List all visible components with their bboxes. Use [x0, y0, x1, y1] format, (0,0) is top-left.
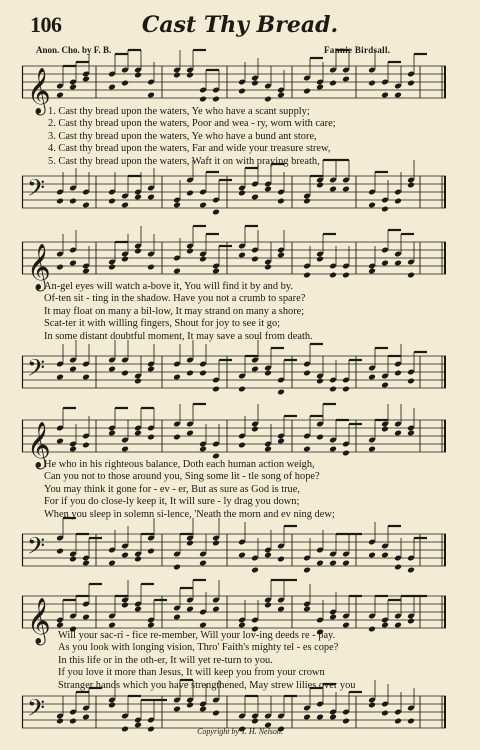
page-number: 106: [30, 12, 62, 37]
lyric-line: If you love it more than Jesus, It will keep you from your crown: [58, 667, 325, 679]
bass-clef-icon: 𝄢: [27, 532, 46, 565]
copyright-notice: Copyright by T. H. Nelson.: [197, 727, 283, 736]
author-credit: Fannie Birdsall.: [324, 45, 391, 55]
lyric-line: 3. Cast thy bread upon the waters, Ye who have a bund ant store,: [48, 130, 317, 142]
lyric-line: Stranger hands which you have strengthened, May strew lilies over you: [58, 679, 356, 691]
lyric-line: 4. Cast thy bread upon the waters, Far and wide your treasure strew,: [48, 143, 331, 155]
lyrics-block-3: [44, 459, 468, 521]
lyric-line: It may float on many a bil-low, It may strand on many a shore;: [44, 305, 305, 317]
lyric-line: You may think it gone for - ev - er, But as sure as God is true,: [44, 483, 300, 495]
lyric-line: As you look with longing vision, Thro' Faith's mighty tel - es cope?: [58, 642, 339, 654]
bass-clef-icon: 𝄢: [27, 174, 46, 207]
lyric-line: An-gel eyes will watch a-bove it, You will find it by and by.: [44, 281, 293, 292]
treble-clef-icon: 𝄞: [27, 422, 51, 468]
treble-clef-icon: 𝄞: [27, 598, 51, 644]
lyrics-block-2: [44, 281, 468, 343]
lyric-line: 1. Cast thy bread upon the waters, Ye who have a scant supply;: [48, 106, 310, 117]
lyric-line: 5. Cast thy bread upon the waters, Waft it on with praying breath,: [48, 155, 320, 167]
treble-clef-icon: 𝄞: [27, 68, 51, 114]
bass-staff-3: [22, 528, 446, 578]
lyric-line: Of-ten sit - ting in the shadow. Have you not a crumb to spare?: [44, 293, 306, 305]
bass-clef-icon: 𝄢: [27, 694, 46, 727]
lyric-line: 2. Cast thy bread upon the waters, Poor and wea - ry, worn with care;: [48, 118, 336, 130]
bass-staff-2: [22, 350, 446, 400]
lyric-line: In this life or in the oth-er, It will yet re-turn to you.: [58, 654, 273, 666]
bass-staff-1: [22, 170, 446, 220]
treble-clef-icon: 𝄞: [27, 244, 51, 290]
composer-credit: Anon. Cho. by F. B.: [36, 45, 112, 55]
lyric-line: Can you not to those around you, Sing some lit - tle song of hope?: [44, 471, 320, 483]
bass-clef-icon: 𝄢: [27, 354, 46, 387]
lyrics-block-1: [48, 106, 472, 168]
lyric-line: Will your sac-ri - fice re-member, Will your lov-ing deeds re - pay.: [58, 630, 336, 641]
lyric-line: Scat-ter it with willing fingers, Shout for joy to see it go;: [44, 318, 281, 330]
lyric-line: He who in his righteous balance, Doth each human action weigh,: [44, 459, 315, 470]
hymn-title: Cast Thy Bread.: [141, 12, 339, 38]
lyric-line: In some distant doubtful moment, It may save a soul from death.: [44, 330, 313, 342]
lyric-line: When you sleep in solemn si-lence, 'Neath the morn and ev ning dew;: [44, 508, 335, 520]
lyric-line: For if you do close-ly keep it, It will sure - ly drag you down;: [44, 496, 300, 508]
lyrics-block-4: [58, 630, 480, 692]
